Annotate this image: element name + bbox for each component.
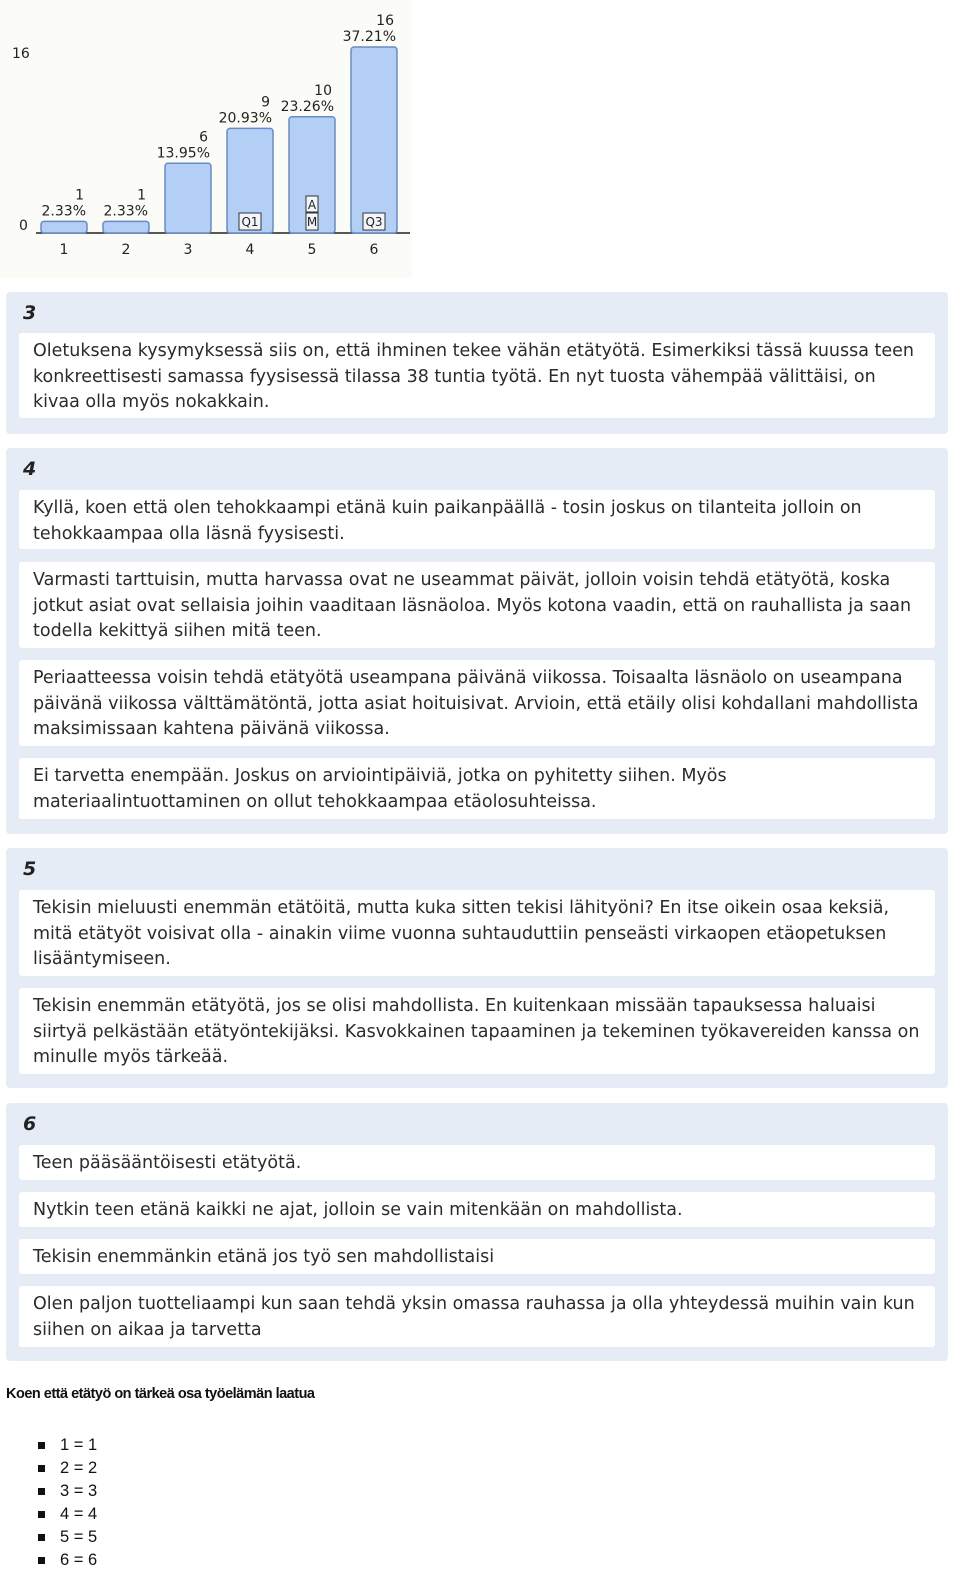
response-group-3 bbox=[6, 292, 948, 434]
bar-percent-label: 13.95% bbox=[156, 145, 210, 162]
scale-item bbox=[38, 1457, 97, 1480]
response-group-6 bbox=[6, 1103, 948, 1361]
group-number: 5 bbox=[23, 858, 37, 880]
statement-title: Koen että etätyö on tärkeä osa työelämän laatua bbox=[6, 1386, 315, 1402]
bullet-icon bbox=[38, 1534, 45, 1541]
response-card: Tekisin enemmän etätyötä, jos se olisi mahdollista. En kuitenkaan missään tapauksessa haluaisi siirtyä pelkästään etätyöntekijäksi. Kasvokkainen tapaaminen ja tekeminen työkavereiden kanssa on minulle myös tärkeää. bbox=[19, 988, 935, 1074]
response-card: Kyllä, koen että olen tehokkaampi etänä kuin paikanpäällä - tosin joskus on tilanteita jolloin on tehokkaampaa olla läsnä fyysisesti. bbox=[19, 490, 935, 549]
scale-item bbox=[38, 1549, 97, 1572]
y-tick-label: 16 bbox=[12, 46, 30, 62]
response-card: Tekisin enemmänkin etänä jos työ sen mahdollistaisi bbox=[19, 1239, 935, 1274]
x-tick-label: 1 bbox=[59, 242, 69, 258]
scale-item-label: 5 = 5 bbox=[60, 1528, 98, 1546]
bar-percent-label: 2.33% bbox=[103, 203, 148, 220]
response-card: Teen pääsääntöisesti etätyötä. bbox=[19, 1145, 935, 1180]
bar-count-label: 6 bbox=[199, 129, 208, 146]
x-tick-label: 6 bbox=[369, 242, 379, 258]
median-marker-label: M bbox=[306, 215, 318, 229]
response-card: Oletuksena kysymyksessä siis on, että ihminen tekee vähän etätyötä. Esimerkiksi tässä kuussa teen konkreettisesti samassa fyysisessä tilassa 38 tuntia työtä. En nyt tuosta vähempää välittäisi, on kivaa olla myös nokakkain. bbox=[19, 333, 935, 418]
response-card: Nytkin teen etänä kaikki ne ajat, jolloin se vain mitenkään on mahdollista. bbox=[19, 1192, 935, 1227]
bar-3 bbox=[165, 163, 211, 233]
scale-item-label: 3 = 3 bbox=[60, 1482, 98, 1500]
bar-percent-label: 37.21% bbox=[342, 29, 396, 45]
response-card: Ei tarvetta enempään. Joskus on arviointipäiviä, jotka on pyhitetty siihen. Myös materiaalintuottaminen on ollut tehokkaampaa etäolosuhteissa. bbox=[19, 758, 935, 819]
scale-item bbox=[38, 1503, 97, 1526]
bar-percent-label: 23.26% bbox=[280, 98, 334, 115]
scale-item bbox=[38, 1526, 97, 1549]
bullet-icon bbox=[38, 1557, 45, 1564]
scale-item-label: 6 = 6 bbox=[60, 1551, 98, 1569]
x-tick-label: 3 bbox=[183, 242, 193, 258]
response-group-5 bbox=[6, 848, 948, 1088]
bar-percent-label: 2.33% bbox=[41, 203, 86, 220]
scale-item bbox=[38, 1434, 97, 1457]
bar-count-label: 10 bbox=[314, 82, 332, 99]
bullet-icon bbox=[38, 1465, 45, 1472]
scale-item-label: 2 = 2 bbox=[60, 1459, 98, 1477]
bullet-icon bbox=[38, 1442, 45, 1449]
response-card: Periaatteessa voisin tehdä etätyötä useampana päivänä viikossa. Toisaalta läsnäolo on useampana päivänä viikossa välttämätöntä, jotta asiat hoituisivat. Arvioin, että etäily olisi kohdallani mahdollista maksimissaan kahtena päivänä viikossa. bbox=[19, 660, 935, 746]
bar-1 bbox=[41, 221, 87, 233]
x-tick-label: 2 bbox=[121, 242, 131, 258]
bar-count-label: 9 bbox=[261, 94, 270, 111]
distribution-bar-chart bbox=[0, 0, 412, 278]
scale-item-label: 4 = 4 bbox=[60, 1505, 98, 1523]
response-card: Tekisin mieluusti enemmän etätöitä, mutta kuka sitten tekisi lähityöni? En itse oikein osaa keksiä, mitä etätyöt voisivat olla - ainakin viime vuonna suhtauduttiin penseästi virkaopen etäopetuksen lisääntymiseen. bbox=[19, 890, 935, 976]
response-card: Olen paljon tuotteliaampi kun saan tehdä yksin omassa rauhassa ja olla yhteydessä muihin vain kun siihen on aikaa ja tarvetta bbox=[19, 1286, 935, 1347]
group-number: 4 bbox=[23, 458, 37, 480]
y-tick-label: 0 bbox=[19, 218, 28, 234]
response-group-4 bbox=[6, 448, 948, 834]
bar-count-label: 16 bbox=[376, 13, 394, 29]
x-tick-label: 4 bbox=[245, 242, 255, 258]
bar-count-label: 1 bbox=[137, 187, 146, 204]
scale-item-label: 1 = 1 bbox=[60, 1436, 98, 1454]
group-number: 3 bbox=[23, 302, 37, 324]
bar-percent-label: 20.93% bbox=[218, 110, 272, 127]
bullet-icon bbox=[38, 1511, 45, 1518]
mean-marker-label: A bbox=[307, 198, 317, 212]
bar-2 bbox=[103, 221, 149, 233]
quartile-marker-label: Q1 bbox=[241, 215, 259, 229]
response-card: Varmasti tarttuisin, mutta harvassa ovat ne useammat päivät, jolloin voisin tehdä etätyötä, koska jotkut asiat ovat sellaisia joihin vaaditaan läsnäoloa. Myös kotona vaadin, että on rauhallista ja saan todella kekittyä siihen mitä teen. bbox=[19, 562, 935, 648]
bullet-icon bbox=[38, 1488, 45, 1495]
quartile-marker-label: Q3 bbox=[365, 215, 383, 229]
bar-6 bbox=[351, 47, 397, 233]
group-number: 6 bbox=[23, 1113, 37, 1135]
x-tick-label: 5 bbox=[307, 242, 317, 258]
bar-count-label: 1 bbox=[75, 187, 84, 204]
scale-item bbox=[38, 1480, 97, 1503]
scale-legend-list bbox=[38, 1434, 97, 1572]
